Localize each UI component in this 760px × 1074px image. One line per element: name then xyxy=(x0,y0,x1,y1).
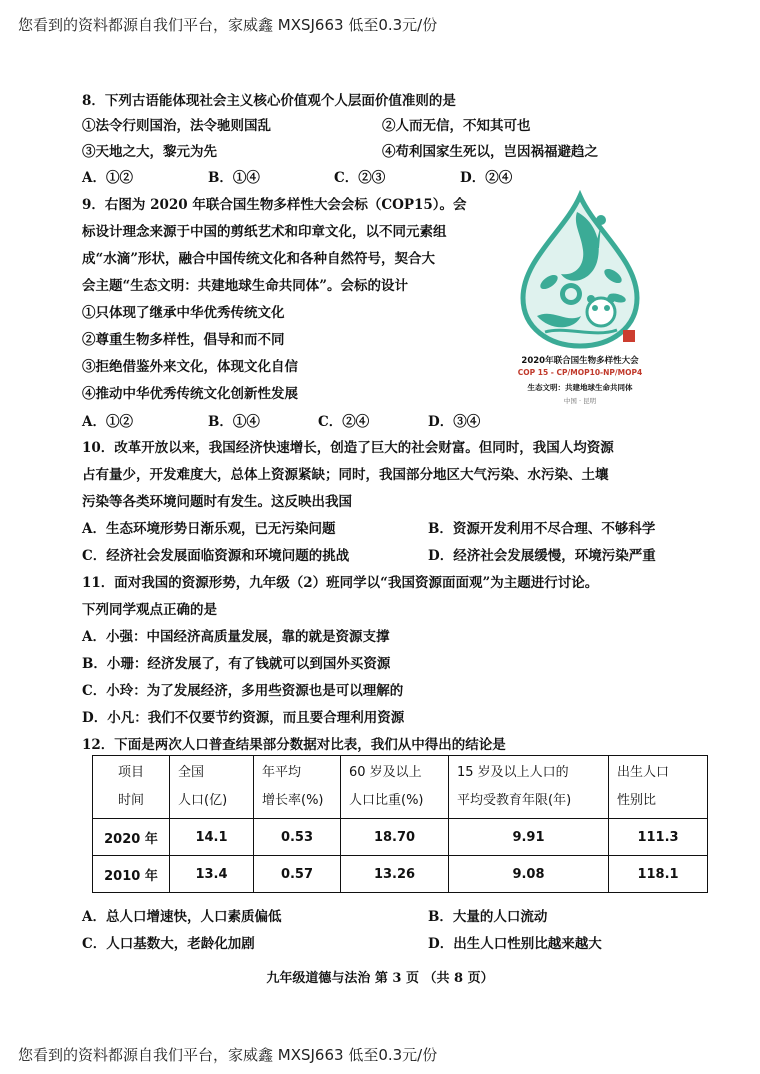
header-elderly-share xyxy=(341,756,449,819)
header-cell-line: 年平均 xyxy=(262,765,302,780)
q9-item-1: ①只体现了继承中华优秀传统文化 xyxy=(82,305,285,321)
q9-stem-line-2: 标设计理念来源于中国的剪纸艺术和印章文化，以不同元素组 xyxy=(82,224,447,240)
header-cell-line: 15 岁及以上人口的 xyxy=(457,765,569,780)
table-row xyxy=(93,856,708,893)
q12-stem: 12．下面是两次人口普查结果部分数据对比表，我们从中得出的结论是 xyxy=(82,737,506,753)
header-cell-line: 项目 xyxy=(117,765,144,780)
table-cell: 14.1 xyxy=(170,819,254,856)
header-growth-rate xyxy=(254,756,341,819)
table-cell: 13.26 xyxy=(341,856,449,893)
q8-item-1: ①法令行则国治，法令驰则国乱 xyxy=(82,118,271,134)
q8-option-a: A．①② xyxy=(82,170,133,186)
q12-option-b: B．大量的人口流动 xyxy=(428,909,548,925)
header-education-years xyxy=(449,756,609,819)
header-population xyxy=(170,756,254,819)
header-cell-line: 出生人口 xyxy=(617,765,670,780)
header-cell-line: 60 岁及以上 xyxy=(349,765,422,780)
q11-stem-line-1: 11．面对我国的资源形势，九年级（2）班同学以“我国资源面面观”为主题进行讨论。 xyxy=(82,575,599,591)
header-sex-ratio xyxy=(609,756,708,819)
table-cell: 111.3 xyxy=(609,819,708,856)
q12-option-c: C．人口基数大，老龄化加剧 xyxy=(82,936,255,952)
q10-option-d: D．经济社会发展缓慢，环境污染严重 xyxy=(428,548,656,564)
q10-option-c: C．经济社会发展面临资源和环境问题的挑战 xyxy=(82,548,350,564)
q9-stem-line-1: 9．右图为 2020 年联合国生物多样性大会会标（COP15）。会 xyxy=(82,197,467,213)
q8-stem: 8．下列古语能体现社会主义核心价值观个人层面价值准则的是 xyxy=(82,93,456,109)
q10-stem-line-1: 10．改革开放以来，我国经济快速增长，创造了巨大的社会财富。但同时，我国人均资源 xyxy=(82,440,614,456)
q9-item-3: ③拒绝借鉴外来文化，体现文化自信 xyxy=(82,359,298,375)
q9-stem-line-4: 会主题“生态文明：共建地球生命共同体”。会标的设计 xyxy=(82,278,409,294)
q9-option-a: A．①② xyxy=(82,414,133,430)
cop15-logo xyxy=(505,190,655,412)
q12-option-a: A．总人口增速快，人口素质偏低 xyxy=(82,909,282,925)
q11-option-b: B．小珊：经济发展了，有了钱就可以到国外买资源 xyxy=(82,656,391,672)
table-cell: 118.1 xyxy=(609,856,708,893)
q9-option-c: C．②④ xyxy=(318,414,370,430)
q10-option-a: A．生态环境形势日渐乐观，已无污染问题 xyxy=(82,521,336,537)
cop15-emblem-icon xyxy=(505,190,655,350)
q9-stem-line-3: 成“水滴”形状，融合中国传统文化和各种自然符号，契合大 xyxy=(82,251,436,267)
q10-option-b: B．资源开发利用不尽合理、不够科学 xyxy=(428,521,656,537)
header-cell-line: 全国 xyxy=(178,765,205,780)
header-cell-line: 增长率(%) xyxy=(262,793,324,808)
table-cell: 9.08 xyxy=(449,856,609,893)
header-cell-line: 时间 xyxy=(117,793,144,808)
table-cell: 2020 年 xyxy=(93,819,170,856)
header-item-time xyxy=(93,756,170,819)
q9-option-b: B．①④ xyxy=(208,414,260,430)
table-row xyxy=(93,819,708,856)
logo-subtitle: COP 15 - CP/MOP10-NP/MOP4 xyxy=(517,368,643,377)
table-cell: 13.4 xyxy=(170,856,254,893)
q11-option-d: D．小凡：我们不仅要节约资源，而且要合理利用资源 xyxy=(82,710,405,726)
q9-item-2: ②尊重生物多样性，倡导和而不同 xyxy=(82,332,285,348)
q8-item-2: ②人而无信，不知其可也 xyxy=(382,118,531,134)
header-cell-line: 人口比重(%) xyxy=(349,793,424,808)
table-cell: 0.53 xyxy=(254,819,341,856)
census-table xyxy=(92,755,708,893)
table-header-row xyxy=(93,756,708,819)
q11-stem-line-2: 下列同学观点正确的是 xyxy=(82,602,217,618)
q10-stem-line-2: 占有量少，开发难度大，总体上资源紧缺；同时，我国部分地区大气污染、水污染、土壤 xyxy=(82,467,609,483)
q8-item-4: ④苟利国家生死以，岂因祸福避趋之 xyxy=(382,144,598,160)
header-cell-line: 人口(亿) xyxy=(178,793,228,808)
table-cell: 9.91 xyxy=(449,819,609,856)
q9-option-d: D．③④ xyxy=(428,414,481,430)
logo-title: 2020年联合国生物多样性大会 xyxy=(521,356,639,366)
q8-option-b: B．①④ xyxy=(208,170,260,186)
q11-option-a: A．小强：中国经济高质量发展，靠的就是资源支撑 xyxy=(82,629,390,645)
q10-stem-line-3: 污染等各类环境问题时有发生。这反映出我国 xyxy=(82,494,352,510)
header-cell-line: 平均受教育年限(年) xyxy=(457,793,572,808)
page-footer: 九年级道德与法治 第 3 页 （共 8 页） xyxy=(266,971,494,986)
q8-option-d: D．②④ xyxy=(460,170,513,186)
bottom-banner: 您看到的资料都源自我们平台，家威鑫 MXSJ663 低至0.3元/份 xyxy=(18,1046,438,1064)
header-cell-line: 性别比 xyxy=(617,793,657,808)
logo-location: 中国 · 昆明 xyxy=(563,397,597,405)
q8-option-c: C．②③ xyxy=(334,170,386,186)
table-cell: 18.70 xyxy=(341,819,449,856)
top-banner: 您看到的资料都源自我们平台，家威鑫 MXSJ663 低至0.3元/份 xyxy=(18,16,438,34)
table-cell: 2010 年 xyxy=(93,856,170,893)
q11-option-c: C．小玲：为了发展经济，多用些资源也是可以理解的 xyxy=(82,683,404,699)
table-cell: 0.57 xyxy=(254,856,341,893)
logo-theme: 生态文明：共建地球生命共同体 xyxy=(527,383,633,392)
q8-item-3: ③天地之大，黎元为先 xyxy=(82,144,217,160)
q12-option-d: D．出生人口性别比越来越大 xyxy=(428,936,602,952)
q9-item-4: ④推动中华优秀传统文化创新性发展 xyxy=(82,386,298,402)
